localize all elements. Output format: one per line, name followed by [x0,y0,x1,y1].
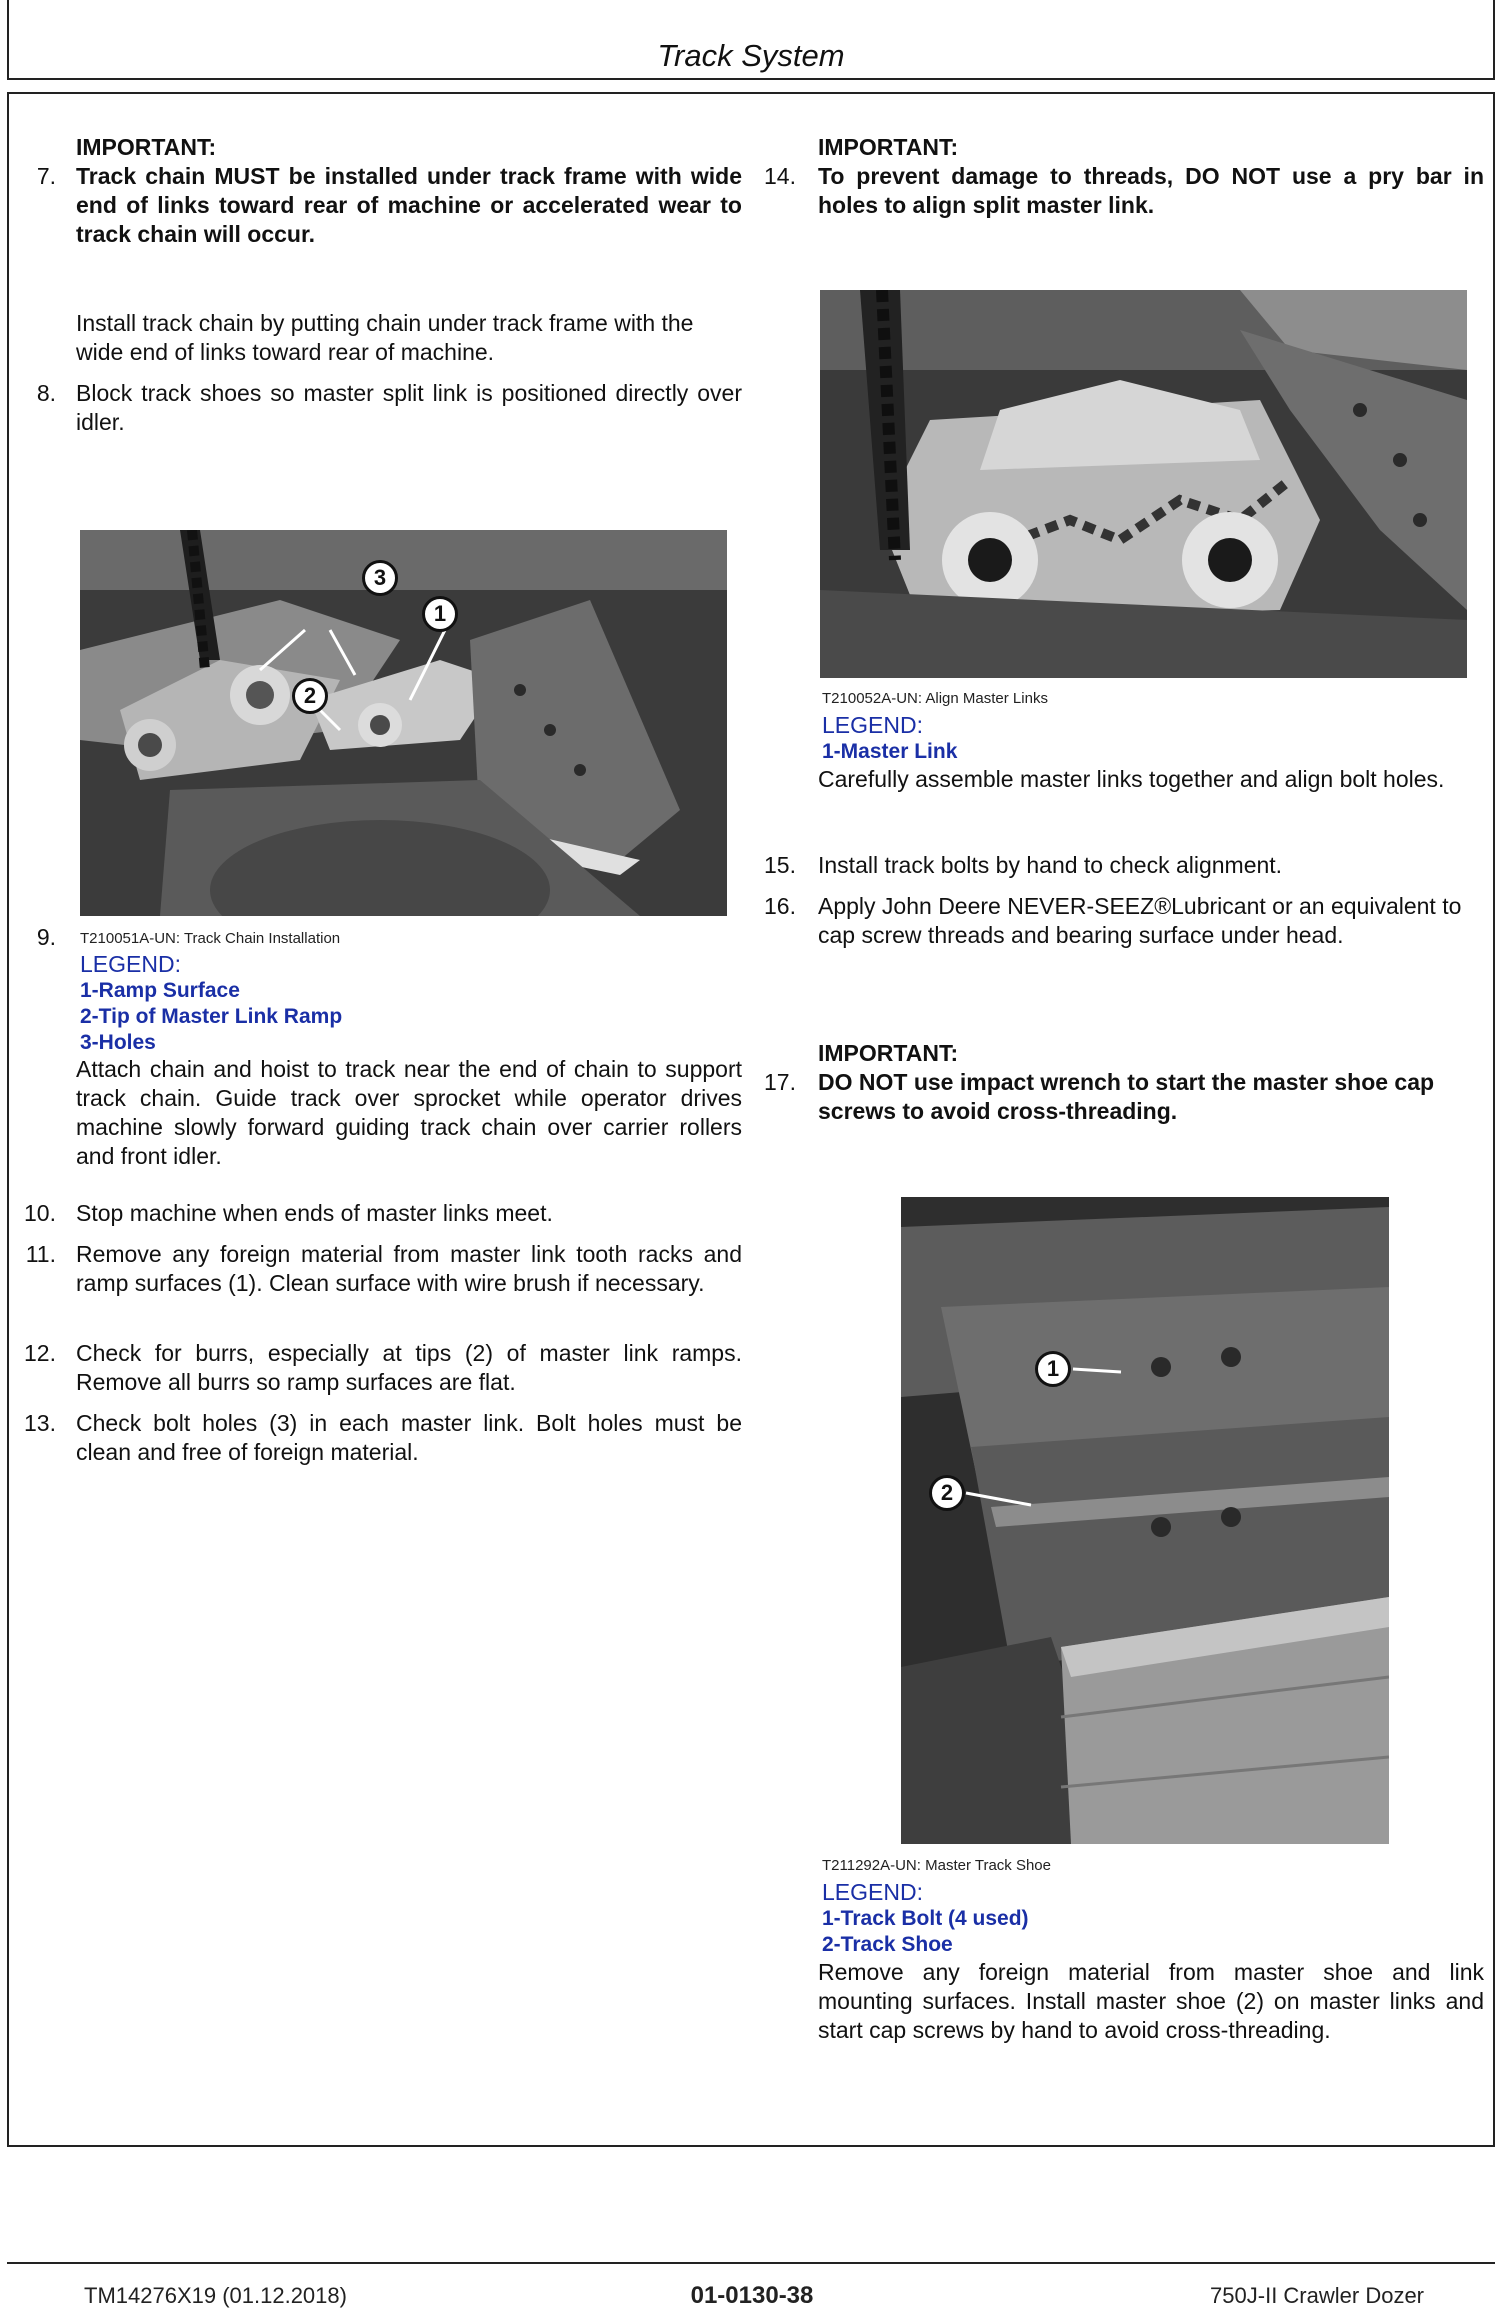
footer-doc-id: TM14276X19 (01.12.2018) [84,2283,347,2308]
callout-2: 2 [929,1475,965,1511]
important-label: IMPORTANT: [818,134,959,160]
step-number: 8. [36,380,56,406]
step-number: 14. [764,163,796,189]
warning-text: use impact wrench to start the master shoe cap screws to avoid cross-threading. [818,1069,1435,1124]
warning-emphasis: DO NOT [1185,163,1281,189]
header-title: Track System [657,38,845,73]
master-link-photo [820,290,1467,678]
callout-1: 1 [1035,1351,1071,1387]
step-9-text: Attach chain and hoist to track near the end of chain to support track chain. Guide track over sprocket while operator drives machine slowly forward guiding track chain over carrier rollers and front idler. [76,1056,742,1169]
footer-model: 750J-II Crawler Dozer [1210,2283,1424,2308]
legend-item: 2-Tip of Master Link Ramp [80,1005,343,1028]
step-number: 11. [25,1241,56,1267]
callout-1: 1 [422,596,458,632]
master-shoe-photo-art [901,1197,1389,1844]
step-number: 12. [24,1340,56,1366]
legend-heading: LEGEND: [80,951,181,977]
warning-emphasis: MUST [214,163,280,189]
important-label: IMPORTANT: [76,134,217,160]
footer-divider [7,2262,1495,2264]
step-10-text: Stop machine when ends of master links meet. [76,1200,553,1226]
master-shoe-photo [901,1197,1389,1844]
warning-text: To prevent damage to threads, [818,163,1186,189]
step-number: 15. [764,852,796,878]
step-7-install: Install track chain by putting chain under track frame with the wide end of links toward rear of machine. [76,310,694,365]
warning-text: Track chain [76,163,215,189]
step-8-text: Block track shoes so master split link is positioned directly over idler. [76,380,742,435]
figure-caption: T211292A-UN: Master Track Shoe [822,1857,1051,1874]
figure-2-text: Carefully assemble master links together and align bolt holes. [818,766,1445,792]
legend-heading: LEGEND: [822,712,923,738]
figure-caption: T210052A-UN: Align Master Links [822,690,1048,707]
legend-heading: LEGEND: [822,1879,923,1905]
important-label: IMPORTANT: [818,1040,959,1066]
step-number: 13. [24,1410,56,1436]
step-number: 10. [24,1200,56,1226]
callout-3: 3 [362,560,398,596]
legend-item: 1-Track Bolt (4 used) [822,1907,1029,1930]
step-11-text: Remove any foreign material from master link tooth racks and ramp surfaces (1). Clean surface with wire brush if necessary. [76,1241,742,1296]
step-number: 16. [764,893,796,919]
warning-text: be installed under track frame with wide end of links toward rear of machine or accelerated wear to track chain will occur. [76,163,742,247]
step-13-text: Check bolt holes (3) in each master link. Bolt holes must be clean and free of foreign material. [76,1410,742,1465]
master-link-photo-art [820,290,1467,678]
warning-emphasis: DO NOT [818,1069,908,1095]
warning-text: use a pry bar in holes to align split master link. [818,163,1484,218]
track-chain-photo [80,530,727,916]
step-number: 17. [764,1069,796,1095]
legend-item: 1-Ramp Surface [80,979,240,1002]
step-7-warning [76,162,742,249]
track-chain-photo-art [80,530,727,916]
figure-caption: T210051A-UN: Track Chain Installation [80,930,341,947]
step-number: 9. [36,924,56,950]
figure-3-text: Remove any foreign material from master shoe and link mounting surfaces. Install master shoe (2) on master links and start cap screws by hand to avoid cross-threading. [818,1959,1484,2043]
step-number: 7. [36,163,56,189]
callout-2: 2 [292,678,328,714]
page-header [7,0,1495,80]
step-16-text: Apply John Deere NEVER-SEEZ®Lubricant or an equivalent to cap screw threads and bearing surface under head. [818,893,1462,948]
footer-page-number: 01-0130-38 [690,2282,814,2309]
step-14-warning [818,162,1484,220]
legend-item: 2-Track Shoe [822,1933,953,1956]
legend-item: 3-Holes [80,1031,156,1054]
legend-item: 1-Master Link [822,740,958,763]
step-12-text: Check for burrs, especially at tips (2) of master link ramps. Remove all burrs so ramp surfaces are flat. [76,1340,742,1395]
step-15-text: Install track bolts by hand to check alignment. [818,852,1283,878]
step-17-warning [818,1068,1488,1126]
